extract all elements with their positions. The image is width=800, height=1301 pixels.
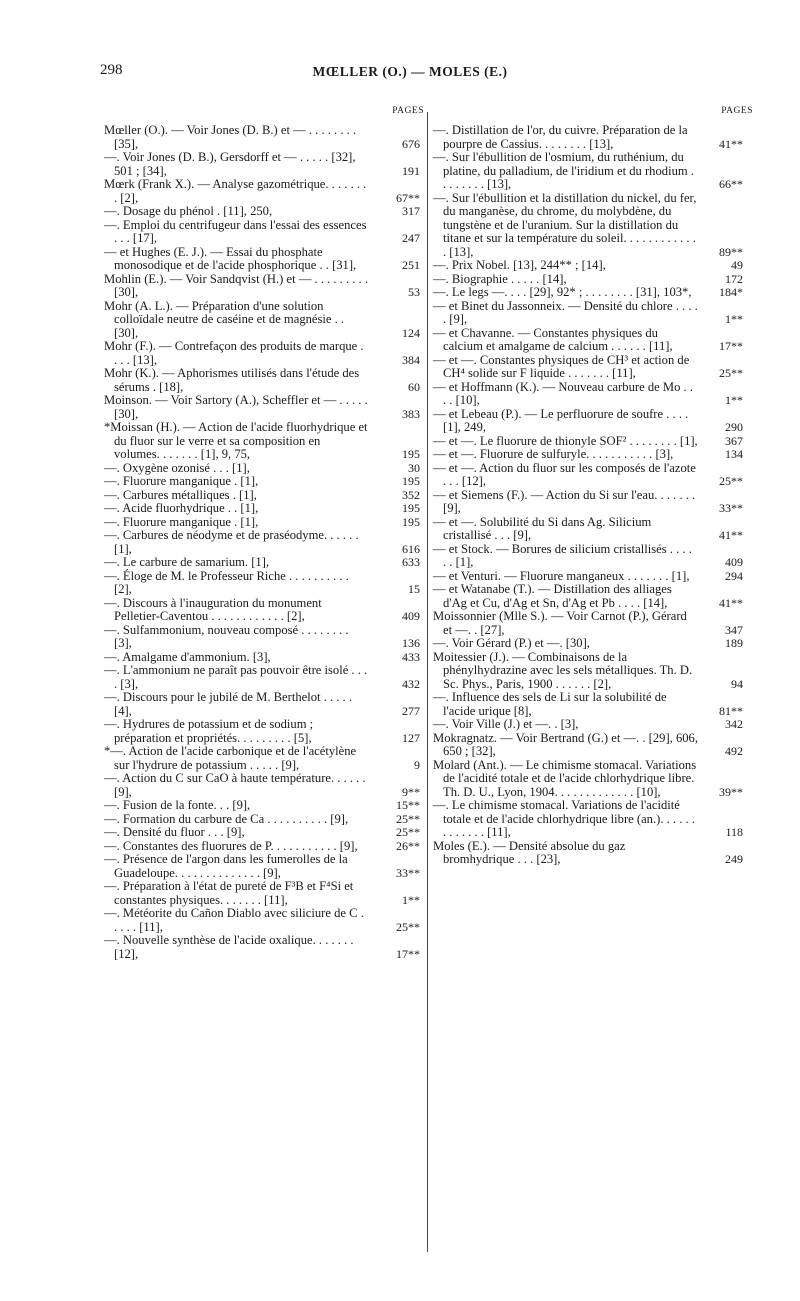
index-entry	[104, 664, 424, 691]
entry-text: —. Le legs —. . . . [29], 92* ; . . . . . . . . [31], 103*,	[433, 285, 692, 299]
index-entry	[433, 516, 753, 543]
entry-page: 616	[402, 541, 420, 556]
entry-page: 124	[402, 325, 420, 340]
entry-page: 409	[725, 555, 743, 569]
entry-text: *—. Action de l'acide carbonique et de l'acétylène sur l'hydrure de potassium . . . . . [9],	[104, 744, 357, 772]
entry-text: — et Hoffmann (K.). — Nouveau carbure de Mo . . . . [10],	[433, 379, 693, 407]
entry-text: —. Voir Ville (J.) et —. . [3],	[433, 717, 579, 731]
index-entry	[433, 286, 753, 300]
entry-text: —. Constantes des fluorures de P. . . . . . . . . . . [9],	[104, 838, 358, 853]
entry-page: 33**	[719, 501, 743, 515]
entry-page: 195	[402, 474, 420, 488]
entry-page: 492	[725, 744, 743, 758]
entry-page: 9**	[402, 784, 420, 799]
index-entry	[104, 421, 424, 462]
entry-page: 127	[402, 730, 420, 745]
index-entry	[104, 624, 424, 651]
index-entry	[104, 718, 424, 745]
entry-page: 1**	[402, 892, 420, 907]
index-entry	[104, 556, 424, 570]
index-entry	[433, 273, 753, 287]
entry-text: Mokragnatz. — Voir Bertrand (G.) et —. . [29], 606, 650 ; [32],	[433, 730, 698, 758]
entry-text: — et Venturi. — Fluorure manganeux . . . . . . . [1],	[433, 568, 690, 583]
index-entry	[433, 381, 753, 408]
entry-text: —. Carbures de néodyme et de praséodyme. . . . . . [1],	[104, 528, 359, 556]
entry-text: —. Oxygène ozonisé . . . [1],	[104, 460, 250, 475]
index-entry	[433, 732, 753, 759]
entry-text: — et Chavanne. — Constantes physiques du calcium et amalgame de calcium . . . . . . [11],	[433, 325, 673, 353]
entry-page: 15	[408, 582, 420, 596]
entry-page: 247	[402, 231, 420, 245]
entry-page: 26**	[396, 838, 420, 853]
index-entry	[104, 367, 424, 394]
entry-page: 25**	[719, 366, 743, 380]
index-entry	[433, 570, 753, 584]
entry-text: —. Discours pour le jubilé de M. Berthelot . . . . . [4],	[104, 690, 352, 718]
index-entry	[104, 597, 424, 624]
entry-page: 17**	[396, 946, 420, 961]
entry-page: 25**	[719, 474, 743, 488]
page-header	[100, 62, 720, 84]
index-entry	[433, 637, 753, 651]
entry-text: — et Siemens (F.). — Action du Si sur l'eau. . . . . . . [9],	[433, 487, 696, 515]
entry-page: 25**	[396, 825, 420, 839]
entry-text: — et Lebeau (P.). — Le perfluorure de soufre . . . . [1], 249,	[433, 406, 689, 434]
index-entry	[104, 151, 424, 178]
entry-page: 189	[725, 636, 743, 650]
entry-text: Molard (Ant.). — Le chimisme stomacal. Variations de l'acidité totale et de l'acide chlorhydrique libre. Th. D. U., Lyon, 1904. . . . . . . . . . . . . [10],	[433, 757, 697, 799]
index-entry	[104, 691, 424, 718]
index-entry	[104, 300, 424, 341]
entry-text: —. Nouvelle synthèse de l'acide oxalique. . . . . . . [12],	[104, 933, 354, 961]
index-entry	[104, 907, 424, 934]
entry-text: —. Amalgame d'ammonium. [3],	[104, 649, 271, 664]
entry-text: — et —. Constantes physiques de CH³ et action de CH⁴ solide sur F liquide . . . . . . . [11],	[433, 352, 690, 380]
index-entry	[104, 246, 424, 273]
index-entry	[433, 489, 753, 516]
index-entry	[433, 610, 753, 637]
index-entry	[104, 813, 424, 827]
entry-text: —. Action du C sur CaO à haute température. . . . . . [9],	[104, 771, 366, 799]
entry-page: 33**	[396, 865, 420, 880]
entry-page: 195	[402, 501, 420, 515]
entry-text: Moitessier (J.). — Combinaisons de la phénylhydrazine avec les sels métalliques. Th. D. Sc. Phys., Paris, 1900 . . . . . . [2],	[433, 649, 693, 691]
index-entry	[104, 880, 424, 907]
entry-page: 136	[402, 636, 420, 650]
entry-text: Mœrk (Frank X.). — Analyse gazométrique. . . . . . . . [2],	[104, 177, 367, 205]
entry-text: Mohr (K.). — Aphorismes utilisés dans l'étude des sérums . [18],	[104, 366, 360, 394]
entry-page: 195	[402, 447, 420, 461]
index-entry	[104, 475, 424, 489]
right-entry-list	[433, 124, 753, 867]
entry-page: 41**	[719, 528, 743, 542]
entry-text: —. Sulfammonium, nouveau composé . . . . . . . . [3],	[104, 622, 349, 650]
entry-page: 41**	[719, 136, 743, 151]
entry-text: — et Watanabe (T.). — Distillation des alliages d'Ag et Cu, d'Ag et Sn, d'Ag et Pb . . . . [14],	[433, 582, 672, 610]
entry-text: Moles (E.). — Densité absolue du gaz bromhydrique . . . [23],	[433, 838, 626, 866]
entry-page: 134	[725, 447, 743, 461]
entry-page: 633	[402, 555, 420, 569]
index-entry	[433, 448, 753, 462]
entry-text: —. Discours à l'inauguration du monument Pelletier-Caventou . . . . . . . . . . . . [2],	[104, 595, 322, 623]
entry-page: 676	[402, 136, 420, 151]
entry-page: 9	[414, 757, 420, 772]
entry-text: —. Fluorure manganique . [1],	[104, 514, 259, 529]
entry-page: 433	[402, 649, 420, 664]
entry-page: 39**	[719, 784, 743, 799]
index-entry	[104, 394, 424, 421]
column-divider	[427, 112, 428, 1252]
entry-text: Mohr (A. L.). — Préparation d'une solution colloïdale neutre de caséine et de magnésie . . [30],	[104, 298, 345, 340]
entry-text: —. Le carbure de samarium. [1],	[104, 555, 270, 569]
entry-text: — et —. Fluorure de sulfuryle. . . . . . . . . . . [3],	[433, 447, 674, 461]
right-column	[433, 106, 753, 867]
index-entry	[104, 219, 424, 246]
entry-page: 352	[402, 487, 420, 502]
running-title: MŒLLER (O.) — MOLES (E.)	[312, 64, 508, 79]
index-entry	[433, 435, 753, 449]
entry-page: 41**	[719, 595, 743, 610]
entry-text: —. Biographie . . . . . [14],	[433, 271, 567, 286]
index-entry	[104, 570, 424, 597]
entry-text: —. Carbures métalliques . [1],	[104, 487, 257, 502]
entry-page: 367	[725, 433, 743, 448]
entry-page: 17**	[719, 339, 743, 353]
index-entry	[433, 124, 753, 151]
index-entry	[433, 462, 753, 489]
entry-page: 409	[402, 609, 420, 623]
entry-text: —. Voir Gérard (P.) et —. [30],	[433, 636, 590, 650]
entry-text: — et Hughes (E. J.). — Essai du phosphate monosodique et de l'acide phosphorique . . [31],	[104, 244, 357, 272]
entry-text: —. Présence de l'argon dans les fumerolles de la Guadeloupe. . . . . . . . . . . . . . [9],	[104, 852, 348, 880]
index-entry	[433, 300, 753, 327]
index-entry	[104, 178, 424, 205]
entry-page: 60	[408, 379, 420, 394]
entry-text: Mohr (F.). — Contrefaçon des produits de marque . . . . [13],	[104, 339, 364, 367]
entry-page: 94	[731, 676, 743, 691]
entry-page: 290	[725, 420, 743, 434]
index-entry	[104, 826, 424, 840]
entry-text: —. Voir Jones (D. B.), Gersdorff et — . . . . . [32], 501 ; [34],	[104, 150, 356, 178]
index-entry	[433, 718, 753, 732]
entry-text: —. Hydrures de potassium et de sodium ; préparation et propriétés. . . . . . . . . [5],	[104, 717, 314, 745]
entry-page: 30	[408, 460, 420, 475]
left-entry-list	[104, 124, 424, 961]
entry-page: 432	[402, 676, 420, 691]
entry-page: 294	[725, 568, 743, 583]
index-entry	[104, 502, 424, 516]
entry-page: 81**	[719, 703, 743, 718]
entry-page: 118	[725, 825, 743, 839]
entry-page: 67**	[396, 190, 420, 205]
entry-text: — et —. Solubilité du Si dans Ag. Silicium cristallisé . . . [9],	[433, 514, 652, 542]
index-entry	[104, 529, 424, 556]
index-entry	[104, 799, 424, 813]
index-entry	[433, 151, 753, 192]
entry-page: 249	[725, 852, 743, 866]
index-entry	[104, 462, 424, 476]
entry-text: —. Météorite du Cañon Diablo avec siliciure de C . . . . . [11],	[104, 906, 364, 934]
entry-text: Moissonnier (Mlle S.). — Voir Carnot (P.), Gérard et —. . [27],	[433, 609, 687, 637]
left-column	[104, 106, 424, 961]
index-entry	[104, 934, 424, 961]
entry-text: —. Fluorure manganique . [1],	[104, 474, 259, 488]
entry-text: — et Stock. — Borures de silicium cristallisés . . . . . . [1],	[433, 541, 692, 569]
index-entry	[104, 772, 424, 799]
entry-text: —. L'ammonium ne paraît pas pouvoir être isolé . . . . [3],	[104, 663, 368, 691]
entry-text: —. Dosage du phénol . [11], 250,	[104, 204, 273, 218]
entry-text: — et —. Action du fluor sur les composés de l'azote . . . [12],	[433, 460, 696, 488]
entry-text: —. Densité du fluor . . . [9],	[104, 825, 245, 839]
index-entry	[433, 259, 753, 273]
entry-page: 195	[402, 514, 420, 529]
entry-text: *Moissan (H.). — Action de l'acide fluorhydrique et du fluor sur le verre et sa composition en volumes. . . . . . . [1], 9, 75,	[104, 420, 368, 461]
index-entry	[433, 354, 753, 381]
index-entry	[433, 327, 753, 354]
index-entry	[104, 489, 424, 503]
entry-text: —. Influence des sels de Li sur la solubilité de l'acide urique [8],	[433, 690, 667, 718]
entry-page: 191	[402, 163, 420, 178]
index-entry	[104, 516, 424, 530]
entry-page: 383	[402, 406, 420, 421]
index-entry	[104, 651, 424, 665]
entry-page: 277	[402, 703, 420, 718]
entry-text: —. Sur l'ébullition de l'osmium, du ruthénium, du platine, du palladium, de l'iridium et du rhodium . . . . . . . . [13],	[433, 150, 694, 191]
index-entry	[433, 408, 753, 435]
entry-text: —. Préparation à l'état de pureté de F³B et F⁴Si et constantes physiques. . . . . . . [11],	[104, 879, 354, 907]
entry-page: 384	[402, 352, 420, 367]
entry-page: 184*	[719, 285, 743, 299]
page-number: 298	[100, 62, 123, 78]
entry-page: 53	[408, 285, 420, 299]
entry-page: 342	[725, 717, 743, 731]
entry-page: 15**	[396, 798, 420, 812]
entry-page: 66**	[719, 177, 743, 191]
index-entry	[433, 759, 753, 800]
index-entry	[104, 205, 424, 219]
entry-text: —. Formation du carbure de Ca . . . . . . . . . . [9],	[104, 811, 349, 826]
entry-page: 317	[402, 204, 420, 218]
index-entry	[433, 799, 753, 840]
entry-page: 25**	[396, 811, 420, 826]
index-entry	[104, 124, 424, 151]
entry-page: 25**	[396, 919, 420, 934]
entry-text: — et —. Le fluorure de thionyle SOF² . . . . . . . . [1],	[433, 433, 698, 448]
entry-page: 251	[402, 258, 420, 272]
entry-text: —. Le chimisme stomacal. Variations de l'acidité totale et de l'acide chlorhydrique libre (an.). . . . . . . . . . . . . [11],	[433, 798, 695, 839]
index-entry	[104, 853, 424, 880]
index-entry	[433, 192, 753, 260]
index-entry	[104, 745, 424, 772]
index-entry	[433, 651, 753, 692]
index-entry	[104, 340, 424, 367]
entry-page: 347	[725, 622, 743, 637]
index-entry	[433, 583, 753, 610]
entry-text: Mohlin (E.). — Voir Sandqvist (H.) et — . . . . . . . . . [30],	[104, 271, 368, 299]
entry-text: —. Distillation de l'or, du cuivre. Préparation de la pourpre de Cassius. . . . . . . . [13],	[433, 123, 688, 151]
entry-text: —. Sur l'ébullition et la distillation du nickel, du fer, du manganèse, du chrome, du molybdène, du tungstène et de l'uranium. Sur la distillation du titane et sur la température du soleil. . . . . . . . . . . . . [13],	[433, 190, 697, 259]
entry-text: —. Éloge de M. le Professeur Riche . . . . . . . . . . [2],	[104, 568, 349, 596]
entry-page: 49	[731, 258, 743, 272]
index-entry	[433, 543, 753, 570]
entry-page: 89**	[719, 244, 743, 259]
index-entry	[433, 691, 753, 718]
entry-page: 172	[725, 271, 743, 286]
entry-page: 1**	[725, 312, 743, 326]
entry-text: —. Fusion de la fonte. . . [9],	[104, 798, 251, 812]
entry-text: —. Emploi du centrifugeur dans l'essai des essences . . . [17],	[104, 217, 367, 245]
entry-text: — et Binet du Jassonneix. — Densité du chlore . . . . . [9],	[433, 298, 698, 326]
entry-text: —. Prix Nobel. [13], 244** ; [14],	[433, 258, 606, 272]
entry-text: Moinson. — Voir Sartory (A.), Scheffler et — . . . . . [30],	[104, 393, 368, 421]
index-entry	[104, 273, 424, 300]
index-entry	[433, 840, 753, 867]
entry-text: —. Acide fluorhydrique . . [1],	[104, 501, 259, 515]
index-entry	[104, 840, 424, 854]
entry-page: 1**	[725, 393, 743, 407]
pages-column-heading: PAGES	[392, 106, 424, 116]
pages-column-heading: PAGES	[721, 106, 753, 116]
entry-text: Mœller (O.). — Voir Jones (D. B.) et — . . . . . . . . [35],	[104, 123, 357, 151]
